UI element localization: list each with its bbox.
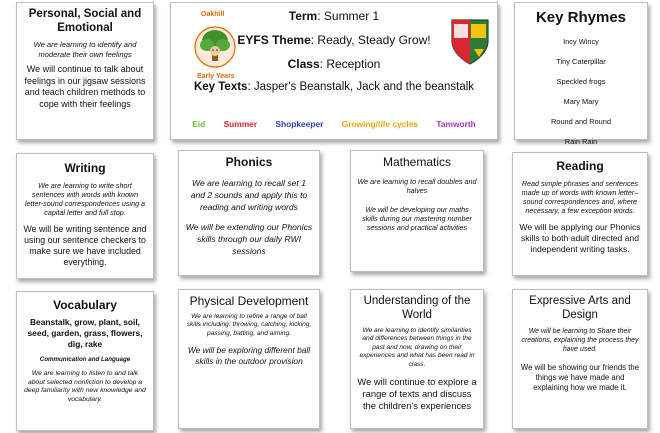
- theme-label: EYFS Theme: [237, 33, 311, 47]
- term-line: [171, 9, 497, 23]
- tag-eid: Eid: [192, 119, 206, 129]
- writing-card: [16, 153, 154, 279]
- term-label: Term: [288, 9, 318, 23]
- topic-tags: [171, 119, 497, 129]
- rhyme-item: Speckled frogs: [556, 77, 606, 86]
- rhyme-item: Incy Wincy: [563, 37, 599, 46]
- phonics-card: [178, 150, 320, 276]
- key-rhymes-card: [514, 2, 648, 146]
- reading-body: We will be applying our Phonics skills to both adult directed and independent writing tasks.: [519, 222, 641, 254]
- key-texts-value: : Jasper's Beanstalk, Jack and the beanstalk: [247, 81, 475, 93]
- theme-value: : Ready, Steady Grow!: [310, 33, 431, 47]
- tag-tamworth: Tamworth: [436, 119, 476, 129]
- logo-text-bottom: Early Years: [197, 73, 235, 80]
- vocabulary-card: [16, 291, 154, 431]
- overview-card: [170, 2, 498, 140]
- logo-text-top: Oakhill: [201, 11, 225, 18]
- key-texts-line: [171, 81, 497, 93]
- tag-growing: Growing/life cycles: [341, 119, 419, 129]
- understanding-world-title-line1: Understanding of the: [363, 295, 471, 307]
- rhyme-item: Tiny Caterpillar: [556, 57, 606, 66]
- reading-title: Reading: [556, 159, 604, 173]
- psed-card: [16, 2, 154, 140]
- class-line: [171, 57, 497, 71]
- psed-title: [23, 7, 147, 35]
- expressive-arts-title: [519, 294, 641, 322]
- expressive-arts-card: [512, 289, 648, 429]
- psed-learning: We are learning to identify and moderate their own feelings: [33, 40, 137, 59]
- key-texts-label: Key Texts: [193, 81, 248, 93]
- understanding-world-title: [357, 294, 477, 322]
- physical-development-body: We will be exploring different ball skills in the outdoor provision: [187, 345, 311, 367]
- writing-learning: We are learning to write short sentences with words with known letter-sound correspondences using a capital letter and full stop.: [24, 181, 146, 217]
- tag-summer: Summer: [223, 119, 258, 129]
- class-value: : Reception: [319, 57, 381, 71]
- rhyme-item: Mary Mary: [563, 97, 599, 106]
- psed-title-line2: Emotional: [57, 22, 113, 34]
- term-value: : Summer 1: [317, 9, 380, 23]
- physical-development-card: [178, 289, 320, 429]
- tag-shopkeeper: Shopkeeper: [275, 119, 324, 129]
- reading-learning: Read simple phrases and sentences made up of words with known letter–sound correspondences and, where necessary, a few exception words.: [521, 179, 639, 215]
- vocabulary-title: Vocabulary: [53, 298, 117, 312]
- physical-development-learning: We are learning to refine a range of ball skills including: throwing, catching, kicking, passing, batting, and aiming.: [186, 313, 312, 337]
- understanding-world-learning: We are learning to identify similarities and differences between things in the past and now, drawing on their experiences and what has been read in class.: [359, 327, 475, 368]
- phonics-title: Phonics: [225, 155, 273, 169]
- rhyme-item: Rain Rain: [564, 137, 598, 146]
- expressive-arts-title-line1: Expressive Arts and: [529, 295, 631, 307]
- physical-development-title: Physical Development: [189, 294, 309, 308]
- class-label: Class: [287, 57, 320, 71]
- understanding-world-title-line2: World: [402, 309, 432, 321]
- phonics-body: We will be extending our Phonics skills through our daily RWI sessions: [185, 222, 313, 256]
- reading-card: [512, 152, 648, 276]
- vocabulary-words: Beanstalk, grow, plant, soil, seed, garden, grass, flowers, dig, rake: [27, 317, 143, 349]
- mathematics-card: [350, 150, 484, 272]
- theme-line: [171, 33, 497, 47]
- writing-title: Writing: [64, 161, 106, 175]
- psed-body: We will continue to talk about feelings in our jigsaw sessions and teach children methods to cope with their feelings: [24, 64, 146, 109]
- understanding-world-card: [350, 289, 484, 429]
- expressive-arts-title-line2: Design: [562, 309, 598, 321]
- mathematics-title: Mathematics: [382, 155, 452, 169]
- vocabulary-learning: We are learning to listen to and talk about selected nonfiction to develop a deep familiarity with new knowledge and vocabulary.: [24, 370, 146, 403]
- phonics-learning: We are learning to recall set 1 and 2 sounds and apply this to reading and writing words: [190, 178, 308, 212]
- writing-body: We will be writing sentence and using our sentence checkers to make sure we have included everything.: [23, 224, 147, 267]
- expressive-arts-body: We will be showing our friends the things we have made and explaining how we made it.: [520, 363, 640, 392]
- mathematics-learning: We are learning to recall doubles and halves: [357, 177, 477, 195]
- mathematics-body: We will be developing our maths skills during our mastering number sessions and practical activities: [362, 205, 472, 232]
- communication-language-heading: Communication and Language: [39, 356, 131, 363]
- understanding-world-body: We will continue to explore a range of texts and discuss the children's experiences: [357, 376, 477, 412]
- rhyme-item: Round and Round: [551, 117, 611, 126]
- key-rhymes-title: Key Rhymes: [535, 9, 627, 26]
- expressive-arts-learning: We will be learning to Share their creations, explaining the process they have used.: [521, 328, 639, 353]
- psed-title-line1: Personal, Social and: [28, 8, 142, 20]
